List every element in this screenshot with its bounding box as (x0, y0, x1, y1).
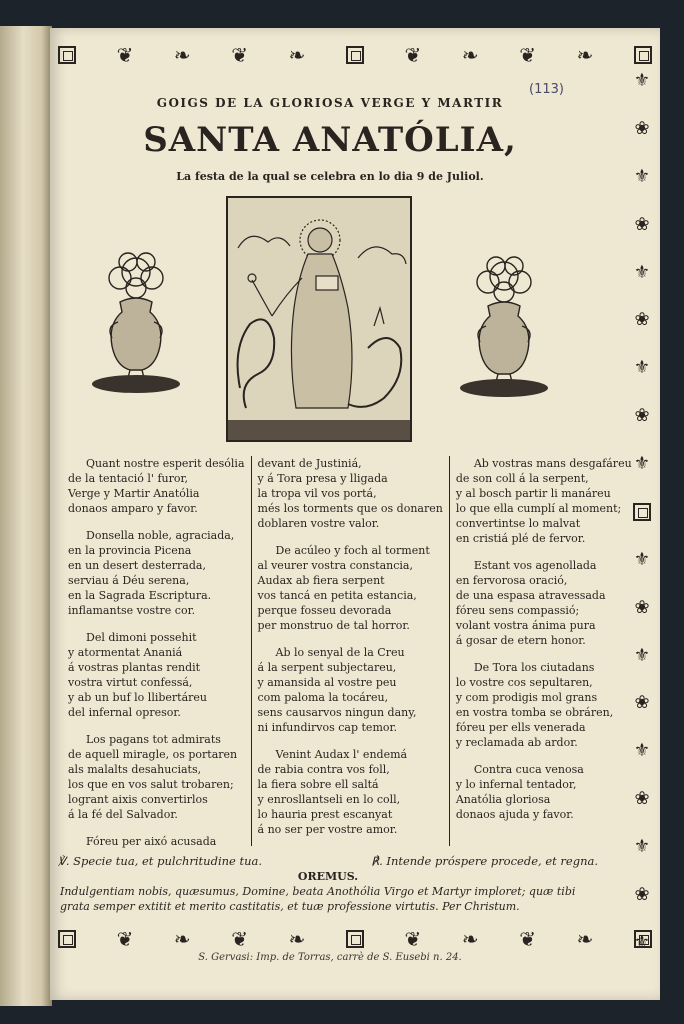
border-floral-ornament-icon: ⚜ (633, 836, 651, 857)
heading-feast-day: La festa de la qual se celebra en lo dia 9 de Juliol. (176, 170, 484, 183)
border-floral-ornament-icon: ⚜ (633, 453, 651, 474)
verse-line: Fóreu per aixó acusada (86, 835, 217, 848)
border-floral-ornament-icon: ❀ (634, 692, 650, 714)
verse-line: á la serpent subjectareu, (257, 661, 397, 674)
border-floral-ornament-icon: ⚜ (633, 548, 651, 570)
verse-line: de una espasa atravessada (455, 589, 606, 602)
border-scroll-ornament-icon: ❦ (231, 43, 249, 67)
verse-line: y á Tora presa y lligada (257, 472, 388, 485)
verse-line: inflamantse vostre cor. (68, 604, 196, 617)
leaflet-page (50, 28, 660, 1000)
border-square-ornament-icon (346, 46, 364, 64)
verse-line: de la tentació l' furor, (68, 472, 189, 485)
verse-line: Contra cuca venosa (473, 763, 584, 776)
verse-line: de son coll á la serpent, (455, 472, 589, 485)
left-flower-vase-icon (90, 238, 182, 394)
stanza (68, 732, 245, 822)
top-ornament-border (58, 40, 652, 70)
verse-column-3 (449, 456, 638, 846)
border-scroll-ornament-icon: ❦ (404, 927, 422, 951)
verse-line: Donsella noble, agraciada, (86, 529, 235, 542)
verse-line: y reclamada ab ardor. (455, 736, 578, 749)
border-floral-ornament-icon: ❀ (634, 405, 650, 427)
border-floral-ornament-icon: ❀ (634, 788, 650, 810)
border-scroll-ornament-icon: ❦ (231, 927, 249, 951)
stanza (258, 645, 443, 735)
verse-line: Quant nostre esperit desólia (86, 457, 245, 470)
verse-line: de rabia contra vos foll, (257, 763, 390, 776)
verse-line: y ab un buf lo llibertáreu (68, 691, 207, 704)
verse-line: als malalts desahuciats, (68, 763, 202, 776)
border-scroll-ornament-icon: ❧ (576, 927, 594, 951)
border-floral-ornament-icon: ⚜ (633, 740, 651, 762)
border-floral-ornament-icon: ❀ (634, 309, 650, 331)
verse-line: al veurer vostra constancia, (257, 559, 413, 572)
border-square-ornament-icon (634, 46, 652, 64)
prayer-text: Indulgentiam nobis, quæsumus, Domine, beata Anothólia Virgo et Martyr imploret; quæ tibi grata semper extitit et merito castitatis, et tuæ professione virtutis. Per Christum. (60, 885, 576, 913)
border-floral-ornament-icon: ⚜ (633, 644, 651, 666)
border-floral-ornament-icon: ⚜ (633, 357, 651, 379)
verse-columns (62, 456, 632, 848)
stanza (456, 762, 632, 822)
verse-line: ni infundirvos cap temor. (257, 721, 398, 734)
versicle: ℣. Specie tua, et pulchritudine tua. (58, 854, 263, 868)
border-scroll-ornament-icon: ❦ (404, 43, 422, 67)
verse-line: per monstruo de tal horror. (257, 619, 410, 632)
verse-line: logrant aixis convertirlos (68, 793, 208, 806)
verse-line: y lo infernal tentador, (455, 778, 577, 791)
border-scroll-ornament-icon: ❦ (116, 43, 134, 67)
verse-line: donaos ajuda y favor. (455, 808, 574, 821)
verse-line: vos tancá en petita estancia, (257, 589, 417, 602)
verse-column-2 (251, 456, 449, 846)
verse-line: lo que ella cumplí al moment; (455, 502, 622, 515)
heading-saint-name: SANTA ANATÓLIA, (143, 120, 517, 160)
border-floral-ornament-icon: ⚜ (633, 931, 651, 953)
verse-line: doblaren vostre valor. (257, 517, 380, 530)
verse-line: en un desert desterrada, (68, 559, 206, 572)
verse-line: la tropa vil vos portá, (257, 487, 377, 500)
right-flower-vase-icon (458, 242, 550, 398)
border-scroll-ornament-icon: ❦ (116, 927, 134, 951)
verse-line: en cristiá plé de fervor. (455, 532, 586, 545)
border-scroll-ornament-icon: ❧ (173, 43, 191, 67)
verse-line: la fiera sobre ell saltá (257, 778, 379, 791)
stanza (456, 660, 632, 750)
book-spine-left-page (0, 26, 52, 1006)
border-scroll-ornament-icon: ❧ (461, 43, 479, 67)
border-floral-ornament-icon: ⚜ (633, 261, 651, 283)
verse-line: á gosar de etern honor. (455, 634, 586, 647)
border-square-ornament-icon (58, 46, 76, 64)
verse-line: fóreu per ells venerada (455, 721, 586, 734)
response: ℟. Intende próspere procede, et regna. (371, 854, 598, 868)
verse-line: y amansida al vostre peu (257, 676, 397, 689)
stanza (456, 558, 632, 648)
border-scroll-ornament-icon: ❦ (519, 927, 536, 951)
verse-line: en vostra tomba se obráren, (455, 706, 614, 719)
verse-line: lo vostre cos sepultaren, (455, 676, 593, 689)
verse-line: de aquell miragle, os portaren (68, 748, 238, 761)
verse-line: á vostras plantas rendit (68, 661, 201, 674)
verse-column-1 (62, 456, 251, 846)
verse-line: Los pagans tot admirats (86, 733, 221, 746)
border-scroll-ornament-icon: ❦ (519, 43, 536, 67)
verse-line: y atormentat Ananiá (68, 646, 183, 659)
border-scroll-ornament-icon: ❧ (288, 43, 306, 67)
verse-line: convertintse lo malvat (455, 517, 581, 530)
border-scroll-ornament-icon: ❧ (576, 43, 594, 67)
verse-line: Verge y Martir Anatólia (68, 487, 200, 500)
verse-line: Venint Audax l' endemá (275, 748, 408, 761)
border-square-ornament-icon (58, 930, 76, 948)
stanza (68, 630, 245, 720)
verse-line: los que en vos salut trobaren; (68, 778, 234, 791)
stanza (68, 528, 245, 618)
stanza (68, 456, 245, 516)
verse-line: Audax ab fiera serpent (257, 574, 385, 587)
border-floral-ornament-icon: ⚜ (633, 165, 651, 187)
stanza (258, 456, 443, 531)
verse-line: á la fé del Salvador. (68, 808, 178, 821)
border-floral-ornament-icon: ⚜ (633, 70, 651, 91)
verse-line: Estant vos agenollada (473, 559, 597, 572)
border-floral-ornament-icon: ❀ (634, 213, 650, 235)
verse-line: donaos amparo y favor. (68, 502, 198, 515)
border-scroll-ornament-icon: ❧ (173, 927, 191, 951)
stanza (258, 747, 443, 837)
verse-line: y enrosllantseli en lo coll, (257, 793, 401, 806)
verse-line: serviau á Déu serena, (68, 574, 190, 587)
verse-line: Del dimoni possehit (86, 631, 197, 644)
verse-line: vostra virtut confessá, (68, 676, 193, 689)
border-square-ornament-icon (634, 930, 652, 948)
verse-line: perque fosseu devorada (257, 604, 392, 617)
verse-line: més los torments que os donaren (257, 502, 443, 515)
verse-line: á no ser per vostre amor. (257, 823, 398, 836)
verse-line: en la provincia Picena (68, 544, 192, 557)
saint-anatolia-woodcut-image (226, 196, 412, 442)
verse-line: fóreu sens compassió; (455, 604, 580, 617)
border-scroll-ornament-icon: ❧ (461, 927, 479, 951)
printer-imprint: S. Gervasi: Imp. de Torras, carrè de S. Eusebi n. 24. (198, 952, 462, 963)
border-floral-ornament-icon: ❀ (634, 117, 650, 139)
verse-line: De acúleo y foch al torment (275, 544, 430, 557)
bottom-ornament-border (58, 924, 652, 954)
verse-line: en fervorosa oració, (455, 574, 568, 587)
verse-line: del infernal opresor. (68, 706, 181, 719)
verse-line: sens causarvos ningun dany, (257, 706, 417, 719)
border-square-ornament-icon (346, 930, 364, 948)
verse-line: Ab lo senyal de la Creu (275, 646, 405, 659)
stanza (68, 834, 245, 849)
verse-line: lo hauria prest escanyat (257, 808, 393, 821)
border-floral-ornament-icon: ❀ (634, 596, 650, 618)
stanza (258, 543, 443, 633)
border-scroll-ornament-icon: ❧ (288, 927, 306, 951)
oremus-heading: OREMUS. (297, 870, 359, 883)
border-floral-ornament-icon: ❀ (634, 883, 650, 905)
archive-number: (113) (529, 82, 564, 97)
verse-line: Anatólia gloriosa (455, 793, 551, 806)
verse-line: com paloma la tocáreu, (257, 691, 389, 704)
heading-goigs: GOIGS DE LA GLORIOSA VERGE Y MARTIR (156, 96, 504, 110)
stanza (456, 456, 632, 546)
verse-line: en la Sagrada Escriptura. (68, 589, 212, 602)
verse-line: volant vostra ánima pura (455, 619, 596, 632)
verse-line: De Tora los ciutadans (473, 661, 595, 674)
verse-line: y al bosch partir li manáreu (455, 487, 611, 500)
verse-line: devant de Justiniá, (257, 457, 362, 470)
verse-line: Ab vostras mans desgafáreu (473, 457, 632, 470)
verse-line: y com prodigis mol grans (455, 691, 598, 704)
versicle-response-line (58, 854, 598, 868)
